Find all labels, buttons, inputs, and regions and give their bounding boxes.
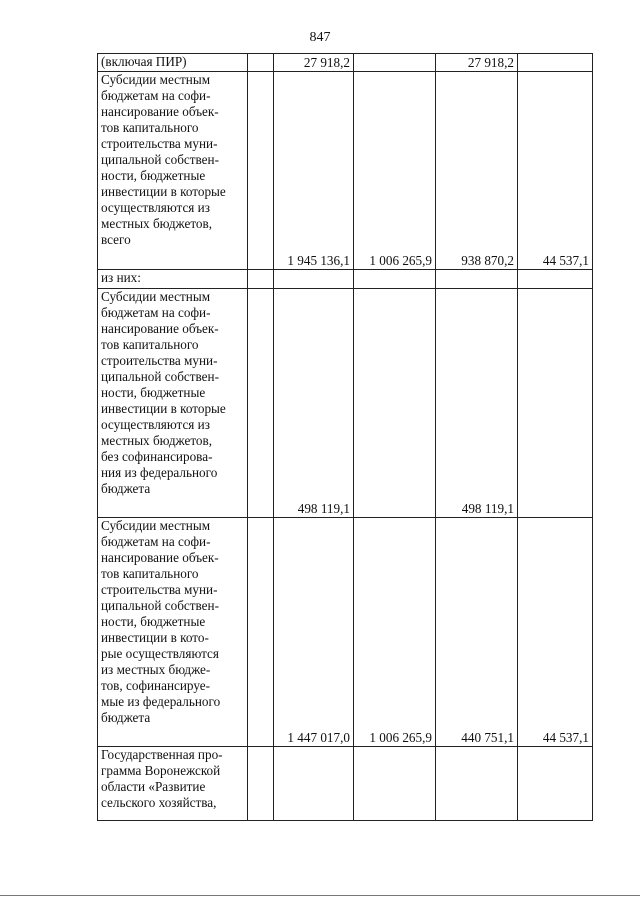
table-cell: 1 945 136,1 [274,72,354,270]
row-description: Субсидии местным бюджетам на софи- нансирование объек- тов капитального строительства муни- ципальной собствен- ности, бюджетные инвестиции в которые осуществляются из местных бюджетов, без софинансирова- ния из федерального бюджета [98,289,248,518]
table-cell [518,54,593,72]
table-cell [354,289,436,518]
table-cell: 938 870,2 [436,72,518,270]
table-row [98,54,593,72]
table-cell [354,747,436,821]
table-cell [248,72,274,270]
table-cell [248,289,274,518]
table-cell [248,518,274,747]
table-row [98,747,593,821]
table-cell: 1 006 265,9 [354,72,436,270]
table-cell: 498 119,1 [436,289,518,518]
row-description: Субсидии местным бюджетам на софи- нансирование объек- тов капитального строительства муни- ципальной собствен- ности, бюджетные инвестиции в которые осуществляются из местных бюджетов, всего [98,72,248,270]
table-cell [518,747,593,821]
table-cell [518,270,593,289]
table-row [98,270,593,289]
row-description: Государственная про- грамма Воронежской области «Развитие сельского хозяйства, [98,747,248,821]
table-row [98,289,593,518]
budget-table [97,53,593,821]
table-cell: 27 918,2 [436,54,518,72]
table-cell [248,270,274,289]
table-row [98,518,593,747]
table-cell [248,54,274,72]
table-cell: 440 751,1 [436,518,518,747]
row-description: Субсидии местным бюджетам на софи- нансирование объек- тов капитального строительства муни- ципальной собствен- ности, бюджетные инвестиции в кото- рые осуществляются из местных бюдже- тов, софинансируе- мые из федерального бюджета [98,518,248,747]
page-number: 847 [309,30,331,45]
table-cell: 27 918,2 [274,54,354,72]
table-cell: 1 006 265,9 [354,518,436,747]
table-cell [274,270,354,289]
table-cell [354,270,436,289]
table-cell [274,747,354,821]
table-cell: 1 447 017,0 [274,518,354,747]
table-cell: 44 537,1 [518,72,593,270]
table-cell [518,289,593,518]
table-cell: 498 119,1 [274,289,354,518]
row-description: (включая ПИР) [98,54,248,72]
table-cell [354,54,436,72]
page-bottom-rule [0,895,640,896]
table-cell [436,747,518,821]
table-cell: 44 537,1 [518,518,593,747]
table-cell [436,270,518,289]
table-row [98,72,593,270]
row-description: из них: [98,270,248,289]
table-cell [248,747,274,821]
